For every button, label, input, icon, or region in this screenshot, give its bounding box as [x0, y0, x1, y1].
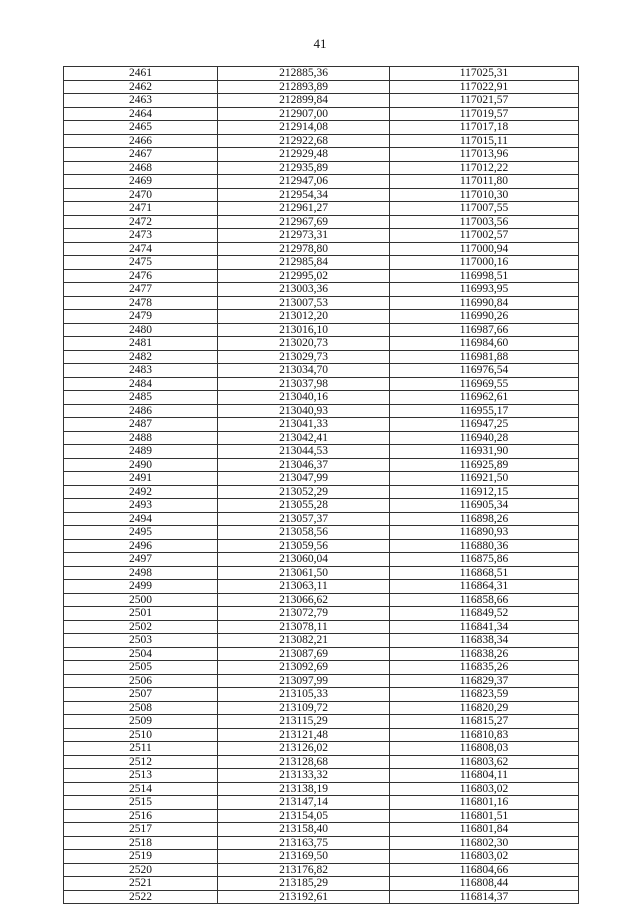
x-coordinate-cell: 213066,62: [218, 593, 390, 607]
x-coordinate-cell: 213063,11: [218, 580, 390, 594]
point-number-cell: 2503: [64, 634, 218, 648]
x-coordinate-cell: 213020,73: [218, 337, 390, 351]
point-number-cell: 2462: [64, 80, 218, 94]
y-coordinate-cell: 117013,96: [390, 148, 579, 162]
y-coordinate-cell: 116890,93: [390, 526, 579, 540]
x-coordinate-cell: 212899,84: [218, 94, 390, 108]
point-number-cell: 2516: [64, 809, 218, 823]
y-coordinate-cell: 116801,84: [390, 823, 579, 837]
y-coordinate-cell: 116803,02: [390, 782, 579, 796]
point-number-cell: 2519: [64, 850, 218, 864]
point-number-cell: 2475: [64, 256, 218, 270]
table-row: [64, 823, 579, 837]
point-number-cell: 2481: [64, 337, 218, 351]
point-number-cell: 2468: [64, 161, 218, 175]
y-coordinate-cell: 116987,66: [390, 323, 579, 337]
x-coordinate-cell: 213169,50: [218, 850, 390, 864]
table-row: [64, 296, 579, 310]
x-coordinate-cell: 212973,31: [218, 229, 390, 243]
table-row: [64, 863, 579, 877]
table-row: [64, 202, 579, 216]
x-coordinate-cell: 213185,29: [218, 877, 390, 891]
x-coordinate-cell: 212922,68: [218, 134, 390, 148]
x-coordinate-cell: 213158,40: [218, 823, 390, 837]
point-number-cell: 2497: [64, 553, 218, 567]
point-number-cell: 2509: [64, 715, 218, 729]
table-row: [64, 553, 579, 567]
table-row: [64, 499, 579, 513]
point-number-cell: 2486: [64, 404, 218, 418]
x-coordinate-cell: 212935,89: [218, 161, 390, 175]
x-coordinate-cell: 213092,69: [218, 661, 390, 675]
x-coordinate-cell: 213109,72: [218, 701, 390, 715]
x-coordinate-cell: 212967,69: [218, 215, 390, 229]
y-coordinate-cell: 116990,26: [390, 310, 579, 324]
table-row: [64, 485, 579, 499]
y-coordinate-cell: 116820,29: [390, 701, 579, 715]
y-coordinate-cell: 116858,66: [390, 593, 579, 607]
point-number-cell: 2511: [64, 742, 218, 756]
point-number-cell: 2494: [64, 512, 218, 526]
x-coordinate-cell: 213126,02: [218, 742, 390, 756]
point-number-cell: 2504: [64, 647, 218, 661]
point-number-cell: 2466: [64, 134, 218, 148]
x-coordinate-cell: 213042,41: [218, 431, 390, 445]
y-coordinate-cell: 116803,02: [390, 850, 579, 864]
x-coordinate-cell: 213072,79: [218, 607, 390, 621]
y-coordinate-cell: 116803,62: [390, 755, 579, 769]
point-number-cell: 2473: [64, 229, 218, 243]
point-number-cell: 2476: [64, 269, 218, 283]
point-number-cell: 2510: [64, 728, 218, 742]
y-coordinate-cell: 116984,60: [390, 337, 579, 351]
y-coordinate-cell: 117019,57: [390, 107, 579, 121]
y-coordinate-cell: 117003,56: [390, 215, 579, 229]
table-row: [64, 445, 579, 459]
point-number-cell: 2493: [64, 499, 218, 513]
table-row: [64, 836, 579, 850]
point-number-cell: 2505: [64, 661, 218, 675]
x-coordinate-cell: 213061,50: [218, 566, 390, 580]
table-row: [64, 269, 579, 283]
y-coordinate-cell: 117012,22: [390, 161, 579, 175]
point-number-cell: 2472: [64, 215, 218, 229]
point-number-cell: 2502: [64, 620, 218, 634]
y-coordinate-cell: 116931,90: [390, 445, 579, 459]
y-coordinate-cell: 116864,31: [390, 580, 579, 594]
y-coordinate-cell: 116962,61: [390, 391, 579, 405]
y-coordinate-cell: 116814,37: [390, 890, 579, 904]
y-coordinate-cell: 116802,30: [390, 836, 579, 850]
coordinates-table-body: [64, 67, 579, 904]
point-number-cell: 2513: [64, 769, 218, 783]
x-coordinate-cell: 213133,32: [218, 769, 390, 783]
point-number-cell: 2490: [64, 458, 218, 472]
point-number-cell: 2470: [64, 188, 218, 202]
x-coordinate-cell: 213163,75: [218, 836, 390, 850]
x-coordinate-cell: 213147,14: [218, 796, 390, 810]
x-coordinate-cell: 213078,11: [218, 620, 390, 634]
table-row: [64, 94, 579, 108]
x-coordinate-cell: 213082,21: [218, 634, 390, 648]
y-coordinate-cell: 116905,34: [390, 499, 579, 513]
table-row: [64, 161, 579, 175]
point-number-cell: 2478: [64, 296, 218, 310]
point-number-cell: 2512: [64, 755, 218, 769]
y-coordinate-cell: 116849,52: [390, 607, 579, 621]
y-coordinate-cell: 116835,26: [390, 661, 579, 675]
y-coordinate-cell: 116969,55: [390, 377, 579, 391]
point-number-cell: 2498: [64, 566, 218, 580]
x-coordinate-cell: 213176,82: [218, 863, 390, 877]
table-row: [64, 107, 579, 121]
x-coordinate-cell: 213128,68: [218, 755, 390, 769]
x-coordinate-cell: 213052,29: [218, 485, 390, 499]
table-row: [64, 121, 579, 135]
x-coordinate-cell: 213055,28: [218, 499, 390, 513]
x-coordinate-cell: 212885,36: [218, 67, 390, 81]
coordinates-table: [63, 66, 579, 904]
y-coordinate-cell: 117007,55: [390, 202, 579, 216]
x-coordinate-cell: 213105,33: [218, 688, 390, 702]
table-row: [64, 364, 579, 378]
x-coordinate-cell: 213016,10: [218, 323, 390, 337]
y-coordinate-cell: 116801,51: [390, 809, 579, 823]
x-coordinate-cell: 213047,99: [218, 472, 390, 486]
y-coordinate-cell: 116947,25: [390, 418, 579, 432]
point-number-cell: 2471: [64, 202, 218, 216]
table-row: [64, 148, 579, 162]
point-number-cell: 2480: [64, 323, 218, 337]
point-number-cell: 2506: [64, 674, 218, 688]
y-coordinate-cell: 116998,51: [390, 269, 579, 283]
table-row: [64, 580, 579, 594]
y-coordinate-cell: 117000,94: [390, 242, 579, 256]
y-coordinate-cell: 116829,37: [390, 674, 579, 688]
point-number-cell: 2492: [64, 485, 218, 499]
table-row: [64, 512, 579, 526]
table-row: [64, 134, 579, 148]
table-row: [64, 458, 579, 472]
point-number-cell: 2487: [64, 418, 218, 432]
y-coordinate-cell: 117015,11: [390, 134, 579, 148]
table-row: [64, 472, 579, 486]
y-coordinate-cell: 116976,54: [390, 364, 579, 378]
y-coordinate-cell: 116804,66: [390, 863, 579, 877]
table-row: [64, 593, 579, 607]
y-coordinate-cell: 116838,34: [390, 634, 579, 648]
y-coordinate-cell: 117017,18: [390, 121, 579, 135]
table-row: [64, 607, 579, 621]
point-number-cell: 2495: [64, 526, 218, 540]
y-coordinate-cell: 117010,30: [390, 188, 579, 202]
point-number-cell: 2469: [64, 175, 218, 189]
x-coordinate-cell: 213059,56: [218, 539, 390, 553]
x-coordinate-cell: 212961,27: [218, 202, 390, 216]
point-number-cell: 2508: [64, 701, 218, 715]
point-number-cell: 2500: [64, 593, 218, 607]
point-number-cell: 2474: [64, 242, 218, 256]
table-row: [64, 256, 579, 270]
point-number-cell: 2483: [64, 364, 218, 378]
table-row: [64, 877, 579, 891]
y-coordinate-cell: 116810,83: [390, 728, 579, 742]
table-row: [64, 283, 579, 297]
table-row: [64, 404, 579, 418]
x-coordinate-cell: 213097,99: [218, 674, 390, 688]
y-coordinate-cell: 116898,26: [390, 512, 579, 526]
table-row: [64, 391, 579, 405]
table-row: [64, 242, 579, 256]
table-row: [64, 310, 579, 324]
table-row: [64, 809, 579, 823]
y-coordinate-cell: 116880,36: [390, 539, 579, 553]
point-number-cell: 2520: [64, 863, 218, 877]
table-row: [64, 215, 579, 229]
point-number-cell: 2507: [64, 688, 218, 702]
table-row: [64, 566, 579, 580]
point-number-cell: 2496: [64, 539, 218, 553]
table-row: [64, 850, 579, 864]
page-number: 41: [313, 36, 327, 51]
y-coordinate-cell: 116921,50: [390, 472, 579, 486]
table-row: [64, 377, 579, 391]
y-coordinate-cell: 117000,16: [390, 256, 579, 270]
x-coordinate-cell: 213034,70: [218, 364, 390, 378]
table-row: [64, 701, 579, 715]
y-coordinate-cell: 116940,28: [390, 431, 579, 445]
y-coordinate-cell: 116804,11: [390, 769, 579, 783]
x-coordinate-cell: 213154,05: [218, 809, 390, 823]
point-number-cell: 2465: [64, 121, 218, 135]
x-coordinate-cell: 213138,19: [218, 782, 390, 796]
y-coordinate-cell: 116955,17: [390, 404, 579, 418]
point-number-cell: 2488: [64, 431, 218, 445]
x-coordinate-cell: 212929,48: [218, 148, 390, 162]
x-coordinate-cell: 213040,93: [218, 404, 390, 418]
y-coordinate-cell: 116801,16: [390, 796, 579, 810]
table-row: [64, 526, 579, 540]
point-number-cell: 2463: [64, 94, 218, 108]
table-row: [64, 890, 579, 904]
table-row: [64, 175, 579, 189]
y-coordinate-cell: 117002,57: [390, 229, 579, 243]
point-number-cell: 2479: [64, 310, 218, 324]
y-coordinate-cell: 116990,84: [390, 296, 579, 310]
point-number-cell: 2501: [64, 607, 218, 621]
x-coordinate-cell: 212893,89: [218, 80, 390, 94]
x-coordinate-cell: 213057,37: [218, 512, 390, 526]
table-row: [64, 769, 579, 783]
x-coordinate-cell: 213003,36: [218, 283, 390, 297]
y-coordinate-cell: 117025,31: [390, 67, 579, 81]
table-row: [64, 742, 579, 756]
x-coordinate-cell: 213046,37: [218, 458, 390, 472]
table-row: [64, 350, 579, 364]
point-number-cell: 2467: [64, 148, 218, 162]
point-number-cell: 2499: [64, 580, 218, 594]
x-coordinate-cell: 212954,34: [218, 188, 390, 202]
table-row: [64, 661, 579, 675]
table-row: [64, 647, 579, 661]
table-row: [64, 688, 579, 702]
table-row: [64, 80, 579, 94]
x-coordinate-cell: 213058,56: [218, 526, 390, 540]
x-coordinate-cell: 213041,33: [218, 418, 390, 432]
x-coordinate-cell: 213012,20: [218, 310, 390, 324]
point-number-cell: 2522: [64, 890, 218, 904]
y-coordinate-cell: 116815,27: [390, 715, 579, 729]
table-row: [64, 674, 579, 688]
point-number-cell: 2517: [64, 823, 218, 837]
x-coordinate-cell: 212978,80: [218, 242, 390, 256]
y-coordinate-cell: 117021,57: [390, 94, 579, 108]
point-number-cell: 2518: [64, 836, 218, 850]
table-row: [64, 755, 579, 769]
table-row: [64, 715, 579, 729]
table-row: [64, 728, 579, 742]
y-coordinate-cell: 116912,15: [390, 485, 579, 499]
table-row: [64, 188, 579, 202]
x-coordinate-cell: 213087,69: [218, 647, 390, 661]
x-coordinate-cell: 213115,29: [218, 715, 390, 729]
x-coordinate-cell: 213029,73: [218, 350, 390, 364]
y-coordinate-cell: 116838,26: [390, 647, 579, 661]
point-number-cell: 2464: [64, 107, 218, 121]
table-row: [64, 539, 579, 553]
point-number-cell: 2514: [64, 782, 218, 796]
table-row: [64, 431, 579, 445]
y-coordinate-cell: 116875,86: [390, 553, 579, 567]
table-row: [64, 634, 579, 648]
y-coordinate-cell: 116925,89: [390, 458, 579, 472]
table-row: [64, 782, 579, 796]
x-coordinate-cell: 213192,61: [218, 890, 390, 904]
x-coordinate-cell: 212947,06: [218, 175, 390, 189]
point-number-cell: 2484: [64, 377, 218, 391]
y-coordinate-cell: 116993,95: [390, 283, 579, 297]
point-number-cell: 2491: [64, 472, 218, 486]
table-row: [64, 796, 579, 810]
table-row: [64, 67, 579, 81]
x-coordinate-cell: 212907,00: [218, 107, 390, 121]
y-coordinate-cell: 116868,51: [390, 566, 579, 580]
y-coordinate-cell: 117011,80: [390, 175, 579, 189]
point-number-cell: 2477: [64, 283, 218, 297]
x-coordinate-cell: 213121,48: [218, 728, 390, 742]
y-coordinate-cell: 117022,91: [390, 80, 579, 94]
point-number-cell: 2489: [64, 445, 218, 459]
point-number-cell: 2485: [64, 391, 218, 405]
table-row: [64, 323, 579, 337]
table-row: [64, 620, 579, 634]
x-coordinate-cell: 212995,02: [218, 269, 390, 283]
point-number-cell: 2515: [64, 796, 218, 810]
x-coordinate-cell: 213040,16: [218, 391, 390, 405]
x-coordinate-cell: 213007,53: [218, 296, 390, 310]
table-row: [64, 418, 579, 432]
y-coordinate-cell: 116808,44: [390, 877, 579, 891]
x-coordinate-cell: 213044,53: [218, 445, 390, 459]
x-coordinate-cell: 213037,98: [218, 377, 390, 391]
x-coordinate-cell: 212985,84: [218, 256, 390, 270]
x-coordinate-cell: 212914,08: [218, 121, 390, 135]
table-row: [64, 337, 579, 351]
point-number-cell: 2461: [64, 67, 218, 81]
point-number-cell: 2482: [64, 350, 218, 364]
x-coordinate-cell: 213060,04: [218, 553, 390, 567]
y-coordinate-cell: 116823,59: [390, 688, 579, 702]
y-coordinate-cell: 116841,34: [390, 620, 579, 634]
y-coordinate-cell: 116808,03: [390, 742, 579, 756]
table-row: [64, 229, 579, 243]
point-number-cell: 2521: [64, 877, 218, 891]
y-coordinate-cell: 116981,88: [390, 350, 579, 364]
